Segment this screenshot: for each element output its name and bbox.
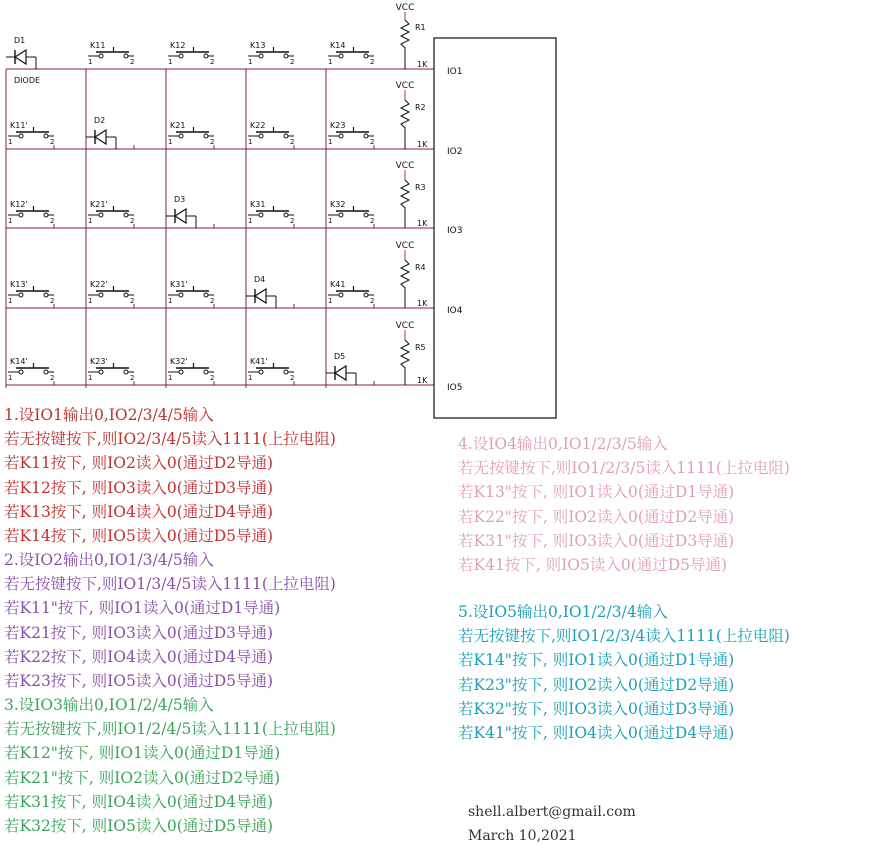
resistor-value: 1K bbox=[417, 140, 428, 149]
switch-contact bbox=[99, 293, 103, 297]
pin-label: 2 bbox=[50, 297, 55, 305]
note-line: 若K11"按下, 则IO1读入0(通过D1导通) bbox=[4, 599, 281, 618]
note-line: 若K23"按下, 则IO2读入0(通过D2导通) bbox=[458, 675, 735, 694]
note-line: 若K12按下, 则IO3读入0(通过D3导通) bbox=[4, 478, 274, 497]
note-line: 若K32"按下, 则IO3读入0(通过D3导通) bbox=[458, 699, 735, 718]
note-line: 若K32按下, 则IO5读入0(通过D5导通) bbox=[4, 816, 274, 835]
chip-pin-io3: IO3 bbox=[447, 226, 463, 236]
pin-label: 2 bbox=[370, 217, 375, 225]
note-line: 若K11按下, 则IO2读入0(通过D2导通) bbox=[4, 454, 274, 473]
pin-label: 2 bbox=[210, 58, 215, 66]
vcc-label: VCC bbox=[395, 241, 415, 251]
key-switch-k12p bbox=[8, 200, 54, 225]
key-switch-k23 bbox=[328, 121, 374, 146]
pin-label: 2 bbox=[290, 374, 295, 382]
switch-contact bbox=[19, 134, 23, 138]
pin-label: 2 bbox=[210, 374, 215, 382]
matrix-wires bbox=[6, 12, 434, 388]
diode-triangle bbox=[175, 209, 186, 223]
diode-triangle bbox=[255, 289, 266, 303]
vcc-label: VCC bbox=[395, 321, 415, 331]
note-line: 1.设IO1输出0,IO2/3/4/5输入 bbox=[4, 406, 214, 424]
key-switch-k14p bbox=[8, 357, 54, 382]
resistor-value: 1K bbox=[417, 60, 428, 69]
diode-label: D1 bbox=[14, 36, 26, 45]
note-line: 若K31"按下, 则IO3读入0(通过D3导通) bbox=[458, 531, 735, 550]
key-label: K12 bbox=[170, 41, 186, 50]
pin-label: 1 bbox=[168, 58, 173, 66]
switch-contact bbox=[44, 293, 48, 297]
key-label: K13 bbox=[250, 41, 266, 50]
diode-triangle bbox=[95, 130, 106, 144]
key-switch-k32p bbox=[168, 357, 214, 382]
note-line: 若K23按下, 则IO5读入0(通过D5导通) bbox=[4, 671, 274, 690]
switch-contact bbox=[124, 293, 128, 297]
signature-date: March 10,2021 bbox=[468, 828, 577, 844]
notes-section-2 bbox=[4, 548, 336, 693]
resistor-label: R2 bbox=[415, 103, 426, 112]
pin-label: 2 bbox=[290, 217, 295, 225]
diode-d1 bbox=[6, 36, 40, 85]
key-switch-k21p bbox=[88, 200, 134, 225]
note-line: 若K41按下, 则IO5读入0(通过D5导通) bbox=[458, 555, 728, 574]
key-switch-k13 bbox=[248, 41, 294, 66]
note-line: 若K13按下, 则IO4读入0(通过D4导通) bbox=[4, 502, 274, 521]
diode-label: D4 bbox=[254, 275, 266, 284]
notes-section-3 bbox=[4, 693, 336, 838]
resistor-1 bbox=[401, 20, 409, 69]
resistor-label: R1 bbox=[415, 23, 426, 32]
key-label: K22' bbox=[90, 280, 108, 289]
resistor-4 bbox=[401, 260, 409, 308]
note-line: 若K13"按下, 则IO1读入0(通过D1导通) bbox=[458, 483, 735, 502]
key-label: K12' bbox=[10, 200, 28, 209]
key-switch-k22p bbox=[88, 280, 134, 305]
diode-label: D3 bbox=[174, 195, 186, 204]
switch-contact bbox=[284, 213, 288, 217]
pin-label: 2 bbox=[370, 138, 375, 146]
switch-contact bbox=[179, 370, 183, 374]
key-label: K31' bbox=[170, 280, 188, 289]
chip-pin-io4: IO4 bbox=[447, 306, 463, 316]
resistor-value: 1K bbox=[417, 376, 428, 385]
diode-triangle bbox=[15, 50, 26, 64]
pin-label: 2 bbox=[130, 58, 135, 66]
pin-label: 1 bbox=[88, 217, 93, 225]
switch-contact bbox=[179, 54, 183, 58]
switch-contact bbox=[99, 54, 103, 58]
pin-label: 2 bbox=[370, 58, 375, 66]
key-switch-k31p bbox=[168, 280, 214, 305]
keyboard-matrix-schematic bbox=[0, 0, 876, 420]
note-line: 若K14按下, 则IO5读入0(通过D5导通) bbox=[4, 526, 274, 545]
note-line: 若K31按下, 则IO4读入0(通过D4导通) bbox=[4, 792, 274, 811]
notes-section-4 bbox=[458, 432, 790, 577]
key-label: K31 bbox=[250, 200, 266, 209]
switch-contact bbox=[339, 54, 343, 58]
switch-contact bbox=[204, 134, 208, 138]
diode-d2 bbox=[86, 116, 116, 149]
resistor-label: R4 bbox=[415, 263, 426, 272]
pin-label: 1 bbox=[328, 217, 333, 225]
vcc-label: VCC bbox=[395, 81, 415, 91]
switch-contact bbox=[364, 134, 368, 138]
switch-contact bbox=[44, 370, 48, 374]
pin-label: 1 bbox=[328, 138, 333, 146]
switch-contact bbox=[19, 293, 23, 297]
switch-contact bbox=[364, 213, 368, 217]
key-label: K23' bbox=[90, 357, 108, 366]
pin-label: 1 bbox=[88, 297, 93, 305]
key-switch-k11p bbox=[8, 121, 54, 146]
switch-contact bbox=[284, 134, 288, 138]
pin-label: 2 bbox=[50, 374, 55, 382]
key-switch-k14 bbox=[328, 41, 374, 66]
diode-triangle bbox=[335, 366, 346, 380]
pin-label: 1 bbox=[248, 58, 253, 66]
switch-contact bbox=[364, 293, 368, 297]
switch-contact bbox=[204, 54, 208, 58]
switch-contact bbox=[259, 134, 263, 138]
pin-label: 2 bbox=[210, 297, 215, 305]
key-switch-k41p bbox=[248, 357, 294, 382]
switch-contact bbox=[204, 293, 208, 297]
key-switch-k12 bbox=[168, 41, 214, 66]
note-line: 若无按键按下,则IO1/3/4/5读入1111(上拉电阻) bbox=[4, 575, 336, 594]
diode-label: D2 bbox=[94, 116, 106, 125]
switch-contact bbox=[179, 134, 183, 138]
key-label: K14 bbox=[330, 41, 346, 50]
switch-contact bbox=[284, 54, 288, 58]
pin-label: 1 bbox=[88, 58, 93, 66]
switch-contact bbox=[259, 213, 263, 217]
switch-contact bbox=[124, 213, 128, 217]
key-label: K13' bbox=[10, 280, 28, 289]
key-switch-k41 bbox=[328, 280, 374, 305]
pin-label: 1 bbox=[8, 297, 13, 305]
pin-label: 2 bbox=[50, 138, 55, 146]
key-label: K11 bbox=[90, 41, 106, 50]
pin-label: 1 bbox=[328, 58, 333, 66]
note-line: 3.设IO3输出0,IO1/2/4/5输入 bbox=[4, 696, 214, 714]
pin-label: 1 bbox=[248, 374, 253, 382]
signature-block bbox=[468, 800, 636, 848]
switch-contact bbox=[124, 370, 128, 374]
switch-contact bbox=[339, 293, 343, 297]
resistor-5 bbox=[401, 340, 409, 385]
vcc-label: VCC bbox=[395, 161, 415, 171]
switch-contact bbox=[339, 134, 343, 138]
key-switch-k21 bbox=[168, 121, 214, 146]
resistor-value: 1K bbox=[417, 219, 428, 228]
switch-contact bbox=[44, 213, 48, 217]
switch-contact bbox=[19, 213, 23, 217]
pin-label: 2 bbox=[130, 297, 135, 305]
chip-pin-io5: IO5 bbox=[447, 383, 463, 393]
note-line: 若K41"按下, 则IO4读入0(通过D4导通) bbox=[458, 723, 735, 742]
key-label: K32' bbox=[170, 357, 188, 366]
key-switch-k22 bbox=[248, 121, 294, 146]
diode-type-label: DIODE bbox=[14, 76, 41, 85]
note-line: 2.设IO2输出0,IO1/3/4/5输入 bbox=[4, 551, 214, 569]
pin-label: 1 bbox=[168, 297, 173, 305]
pin-label: 1 bbox=[8, 374, 13, 382]
diode-d3 bbox=[166, 195, 196, 228]
switch-contact bbox=[44, 134, 48, 138]
switch-contact bbox=[364, 54, 368, 58]
pin-label: 2 bbox=[130, 217, 135, 225]
pin-label: 2 bbox=[290, 58, 295, 66]
pin-label: 1 bbox=[8, 217, 13, 225]
pin-label: 2 bbox=[290, 138, 295, 146]
pin-label: 2 bbox=[370, 297, 375, 305]
pin-label: 1 bbox=[328, 297, 333, 305]
diode-label: D5 bbox=[334, 352, 346, 361]
switch-contact bbox=[259, 54, 263, 58]
note-line: 若K21"按下, 则IO2读入0(通过D2导通) bbox=[4, 768, 281, 787]
key-label: K11' bbox=[10, 121, 28, 130]
diode-d5 bbox=[326, 352, 356, 385]
key-label: K21' bbox=[90, 200, 108, 209]
chip-pin-io1: IO1 bbox=[447, 67, 463, 77]
pin-label: 2 bbox=[50, 217, 55, 225]
note-line: 若K22按下, 则IO4读入0(通过D4导通) bbox=[4, 647, 274, 666]
matrix-components bbox=[6, 3, 428, 385]
key-label: K22 bbox=[250, 121, 266, 130]
chip-pin-io2: IO2 bbox=[447, 147, 463, 157]
pin-label: 1 bbox=[8, 138, 13, 146]
switch-contact bbox=[204, 370, 208, 374]
pin-label: 1 bbox=[88, 374, 93, 382]
note-line: 若无按键按下,则IO1/2/3/5读入1111(上拉电阻) bbox=[458, 459, 790, 478]
key-label: K41' bbox=[250, 357, 268, 366]
pin-label: 1 bbox=[248, 138, 253, 146]
note-line: 若无按键按下,则IO2/3/4/5读入1111(上拉电阻) bbox=[4, 430, 336, 449]
key-label: K32 bbox=[330, 200, 346, 209]
switch-contact bbox=[339, 213, 343, 217]
key-switch-k31 bbox=[248, 200, 294, 225]
note-line: 若无按键按下,则IO1/2/4/5读入1111(上拉电阻) bbox=[4, 720, 336, 739]
resistor-value: 1K bbox=[417, 299, 428, 308]
resistor-2 bbox=[401, 100, 409, 149]
switch-contact bbox=[99, 213, 103, 217]
resistor-3 bbox=[401, 180, 409, 228]
pin-label: 2 bbox=[210, 138, 215, 146]
key-label: K41 bbox=[330, 280, 346, 289]
key-label: K14' bbox=[10, 357, 28, 366]
pin-label: 1 bbox=[168, 374, 173, 382]
note-line: 若K22"按下, 则IO2读入0(通过D2导通) bbox=[458, 507, 735, 526]
note-line: 若K12"按下, 则IO1读入0(通过D1导通) bbox=[4, 744, 281, 763]
resistor-label: R5 bbox=[415, 343, 426, 352]
note-line: 4.设IO4输出0,IO1/2/3/5输入 bbox=[458, 435, 668, 453]
pin-label: 1 bbox=[248, 217, 253, 225]
key-label: K23 bbox=[330, 121, 346, 130]
note-line: 若K14"按下, 则IO1读入0(通过D1导通) bbox=[458, 651, 735, 670]
note-line: 5.设IO5输出0,IO1/2/3/4输入 bbox=[458, 603, 668, 621]
key-switch-k32 bbox=[328, 200, 374, 225]
notes-section-5 bbox=[458, 600, 790, 745]
pin-label: 1 bbox=[168, 138, 173, 146]
note-line: 若K21按下, 则IO3读入0(通过D3导通) bbox=[4, 623, 274, 642]
switch-contact bbox=[179, 293, 183, 297]
switch-contact bbox=[19, 370, 23, 374]
resistor-label: R3 bbox=[415, 183, 426, 192]
signature-email: shell.albert@gmail.com bbox=[468, 804, 636, 820]
switch-contact bbox=[259, 370, 263, 374]
switch-contact bbox=[124, 54, 128, 58]
pin-label: 2 bbox=[130, 374, 135, 382]
switch-contact bbox=[284, 370, 288, 374]
key-switch-k13p bbox=[8, 280, 54, 305]
key-switch-k23p bbox=[88, 357, 134, 382]
note-line: 若无按键按下,则IO1/2/3/4读入1111(上拉电阻) bbox=[458, 627, 790, 646]
vcc-label: VCC bbox=[395, 3, 415, 13]
notes-section-1 bbox=[4, 403, 336, 548]
key-switch-k11 bbox=[88, 41, 134, 66]
switch-contact bbox=[99, 370, 103, 374]
key-label: K21 bbox=[170, 121, 186, 130]
diode-d4 bbox=[246, 275, 276, 308]
